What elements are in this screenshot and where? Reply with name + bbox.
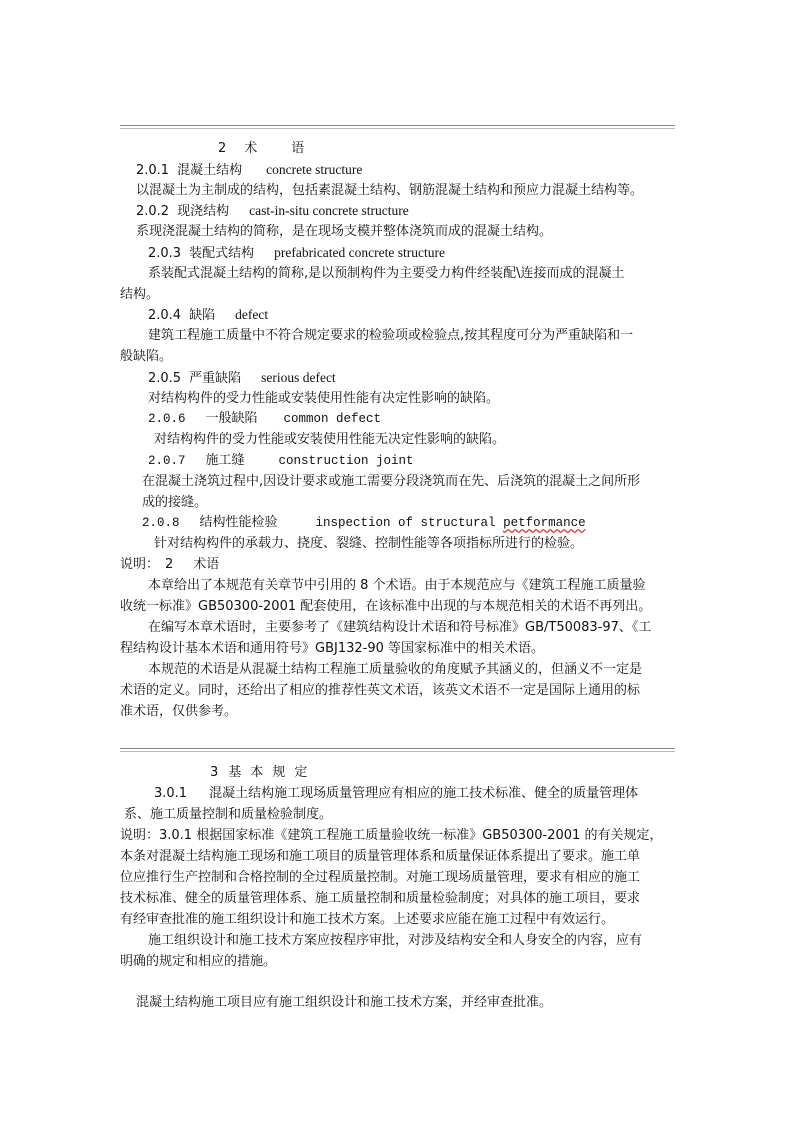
term-chinese: 严重缺陷 — [189, 371, 242, 386]
term-definition: 系装配式混凝土结构的简称,是以预制构件为主要受力构件经装配\连接而成的混凝土 — [148, 266, 625, 281]
note-paragraph-line: 在编写本章术语时，主要参考了《建筑结构设计术语和符号标准》GB/T50083-97、《工 — [148, 620, 652, 635]
note-paragraph-line: 本条对混凝土结构施工现场和施工项目的质量管理体系和质量保证体系提出了要求。施工单 — [120, 849, 641, 864]
note-paragraph-line: 程结构设计基本术语和通用符号》GBJ132-90 等国家标准中的相关术语。 — [120, 641, 545, 656]
paragraph-line: 混凝土结构施工项目应有施工组织设计和施工技术方案，并经审查批准。 — [136, 995, 553, 1010]
clause-3-0-1 — [154, 784, 638, 804]
paragraph-line: 明确的规定和相应的措施。 — [120, 954, 277, 969]
section-divider — [120, 748, 675, 752]
spellcheck-word: petformance — [503, 516, 586, 530]
term-number: 2.0.5 — [148, 371, 182, 386]
term-chinese: 现浇结构 — [177, 204, 230, 219]
term-2-0-2 — [136, 201, 409, 222]
term-definition: 针对结构构件的承载力、挠度、裂缝、控制性能等各项指标所进行的检验。 — [154, 536, 584, 551]
term-definition: 对结构构件的受力性能或安装使用性能有决定性影响的缺陷。 — [148, 391, 500, 406]
term-chinese: 结构性能检验 — [199, 515, 278, 530]
term-definition: 以混凝土为主制成的结构，包括素混凝土结构、钢筋混凝土结构和预应力混凝土结构等。 — [136, 183, 644, 198]
note-paragraph-line: 位应推行生产控制和合格控制的全过程质量控制。对施工现场质量管理，要求有相应的施工 — [120, 870, 641, 885]
term-english: cast-in-situ concrete structure — [249, 203, 409, 218]
section-3-heading — [210, 763, 307, 783]
clause-number: 3.0.1 — [154, 786, 188, 801]
clause-text: 混凝土结构施工现场质量管理应有相应的施工技术标准、健全的质量管理体 — [209, 786, 639, 801]
heading-char: 术 — [244, 141, 258, 156]
note-paragraph-line: 准术语，仅供参考。 — [120, 704, 238, 719]
term-number: 2.0.3 — [148, 246, 182, 261]
term-number: 2.0.8 — [142, 516, 180, 530]
term-2-0-3 — [148, 243, 445, 264]
term-english: defect — [235, 307, 269, 322]
paragraph-line: 施工组织设计和施工技术方案应按程序审批，对涉及结构安全和人身安全的内容，应有 — [148, 933, 643, 948]
heading-char: 本 — [250, 765, 264, 780]
clause-text: 系、施工质量控制和质量检验制度。 — [124, 807, 333, 822]
term-english: common defect — [283, 412, 382, 426]
term-english: inspection of structural — [315, 516, 504, 530]
term-chinese: 混凝土结构 — [177, 163, 243, 178]
term-chinese: 施工缝 — [205, 453, 245, 468]
term-definition: 建筑工程施工质量中不符合规定要求的检验项或检验点,按其程度可分为严重缺陷和一 — [148, 328, 634, 343]
heading-char: 规 — [272, 765, 286, 780]
heading-char: 基 — [228, 765, 242, 780]
term-english: concrete structure — [266, 162, 363, 177]
term-2-0-4 — [148, 305, 268, 326]
note-heading — [120, 555, 219, 575]
term-2-0-5 — [148, 368, 336, 389]
term-english: serious defect — [261, 370, 336, 385]
term-chinese: 装配式结构 — [189, 246, 255, 261]
note-paragraph-line: 技术标准、健全的质量管理体系、施工质量控制和质量检验制度；对具体的施工项目，要求 — [120, 891, 641, 906]
note-paragraph-line: 有经审查批准的施工组织设计和施工技术方案。上述要求应能在施工过程中有效运行。 — [120, 912, 615, 927]
heading-char: 语 — [291, 141, 305, 156]
term-english: prefabricated concrete structure — [274, 245, 445, 260]
note-title: 术语 — [193, 557, 220, 572]
note-paragraph-line: 说明：3.0.1 根据国家标准《建筑工程施工质量验收统一标准》GB50300-2001 的有关规定， — [120, 828, 663, 843]
section-number: 2 — [218, 141, 227, 156]
term-definition: 般缺陷。 — [120, 349, 173, 364]
term-definition: 对结构构件的受力性能或安装使用性能无决定性影响的缺陷。 — [154, 432, 506, 447]
term-number: 2.0.7 — [148, 454, 186, 468]
term-chinese: 缺陷 — [189, 308, 216, 323]
note-paragraph-line: 术语的定义。同时，还给出了相应的推荐性英文术语，该英文术语不一定是国际上通用的标 — [120, 683, 641, 698]
section-2-heading — [218, 139, 304, 159]
note-paragraph-line: 收统一标准》GB50300-2001 配套使用，在该标准中出现的与本规范相关的术语不再列出。 — [120, 599, 652, 614]
term-english: construction joint — [278, 454, 414, 468]
heading-char: 定 — [294, 765, 308, 780]
term-2-0-6 — [148, 409, 381, 429]
term-chinese: 一般缺陷 — [205, 411, 258, 426]
section-number: 3 — [210, 765, 219, 780]
term-definition: 结构。 — [120, 287, 160, 302]
term-number: 2.0.4 — [148, 308, 182, 323]
term-2-0-8 — [142, 513, 586, 533]
term-number: 2.0.1 — [136, 163, 170, 178]
note-paragraph-line: 本规范的术语是从混凝土结构工程施工质量验收的角度赋予其涵义的，但涵义不一定是 — [148, 662, 643, 677]
term-definition: 在混凝土浇筑过程中,因设计要求或施工需要分段浇筑而在先、后浇筑的混凝土之间所形 — [142, 474, 641, 489]
note-number: 2 — [165, 557, 174, 572]
term-2-0-1 — [136, 160, 362, 181]
term-number: 2.0.2 — [136, 204, 170, 219]
note-label: 说明： — [120, 557, 160, 572]
term-definition: 成的接缝。 — [142, 495, 208, 510]
term-definition: 系现浇混凝土结构的简称，是在现场支模并整体浇筑而成的混凝土结构。 — [136, 224, 553, 239]
section-divider — [120, 125, 675, 129]
note-paragraph-line: 本章给出了本规范有关章节中引用的 8 个术语。由于本规范应与《建筑工程施工质量验 — [148, 578, 646, 593]
term-number: 2.0.6 — [148, 412, 186, 426]
term-2-0-7 — [148, 451, 414, 471]
